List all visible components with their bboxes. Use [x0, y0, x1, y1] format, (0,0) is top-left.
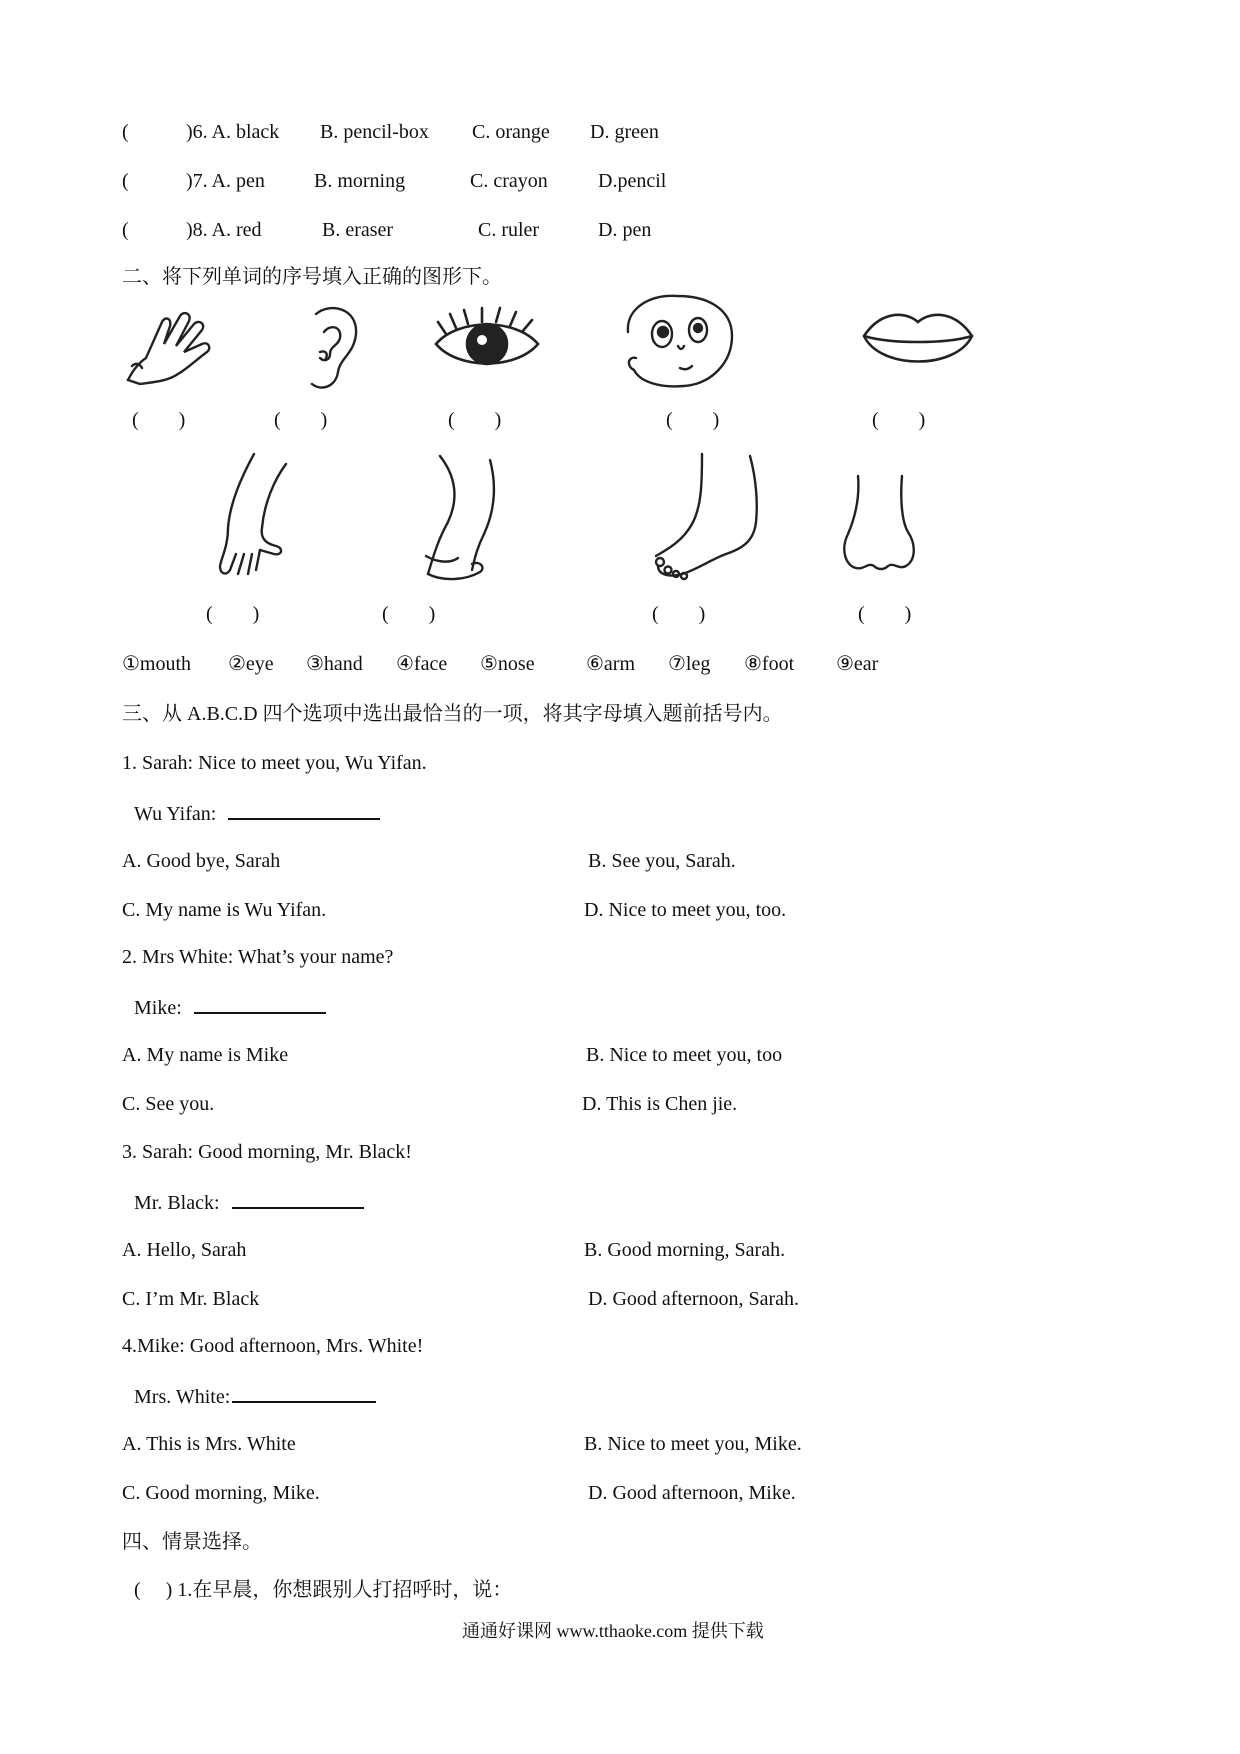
- question-text: 1.在早晨，你想跟别人打招呼时，说：: [177, 1579, 513, 1601]
- answer-blank[interactable]: [228, 800, 380, 820]
- option-a: A. This is Mrs. White: [122, 1433, 296, 1455]
- word-item: ①mouth: [122, 653, 192, 675]
- mouth-icon: [860, 304, 976, 382]
- word-item: ⑧foot: [744, 653, 795, 675]
- question-prompt: 4.Mike: Good afternoon, Mrs. White!: [122, 1335, 424, 1357]
- section-heading: 四、情景选择。: [122, 1531, 262, 1553]
- answer-paren: (: [122, 121, 129, 143]
- word-item: ⑦leg: [668, 653, 711, 675]
- eye-icon: [432, 304, 542, 380]
- hand-icon: [122, 308, 222, 392]
- word-item: ⑨ear: [836, 653, 879, 675]
- option-d: D. Good afternoon, Sarah.: [588, 1288, 800, 1310]
- section-heading: 三、从 A.B.C.D 四个选项中选出最恰当的一项，将其字母填入题前括号内。: [122, 703, 783, 725]
- answer-blank[interactable]: [194, 994, 326, 1014]
- option-a: )8. A. red: [186, 219, 262, 241]
- option-b: B. Nice to meet you, Mike.: [584, 1433, 802, 1455]
- foot-icon: [646, 450, 766, 586]
- answer-paren: (: [122, 219, 129, 241]
- answer-paren: ( ): [448, 409, 502, 431]
- question-prompt: 3. Sarah: Good morning, Mr. Black!: [122, 1141, 412, 1163]
- option-a: A. Hello, Sarah: [122, 1239, 247, 1261]
- option-b: B. pencil-box: [320, 121, 429, 143]
- answer-paren: ( ): [274, 409, 328, 431]
- word-item: ⑤nose: [480, 653, 535, 675]
- answer-blank[interactable]: [232, 1383, 376, 1403]
- option-c: C. orange: [472, 121, 550, 143]
- answer-paren: ( ): [666, 409, 720, 431]
- option-c: C. I’m Mr. Black: [122, 1288, 260, 1310]
- word-item: ⑥arm: [586, 653, 636, 675]
- option-d: D. Good afternoon, Mike.: [588, 1482, 796, 1504]
- speaker: Wu Yifan:: [134, 803, 217, 825]
- reply-line: [134, 1189, 364, 1215]
- speaker: Mrs. White:: [134, 1386, 231, 1408]
- leg-icon: [414, 452, 506, 584]
- ear-icon: [296, 302, 366, 394]
- option-c: C. ruler: [478, 219, 540, 241]
- answer-paren: ( ): [134, 1579, 173, 1601]
- option-b: B. eraser: [322, 219, 394, 241]
- option-b: B. Good morning, Sarah.: [584, 1239, 786, 1261]
- question-prompt: 2. Mrs White: What’s your name?: [122, 946, 394, 968]
- answer-paren: (: [122, 170, 129, 192]
- reply-line: [134, 994, 326, 1020]
- question-prompt: 1. Sarah: Nice to meet you, Wu Yifan.: [122, 752, 427, 774]
- word-item: ③hand: [306, 653, 363, 675]
- option-a: )7. A. pen: [186, 170, 265, 192]
- answer-paren: ( ): [652, 603, 706, 625]
- option-d: D. pen: [598, 219, 652, 241]
- scenario-question-1: [134, 1578, 512, 1602]
- option-a: A. My name is Mike: [122, 1044, 289, 1066]
- answer-paren: ( ): [206, 603, 260, 625]
- answer-paren: ( ): [132, 409, 186, 431]
- face-icon: [620, 292, 738, 392]
- option-b: B. Nice to meet you, too: [586, 1044, 783, 1066]
- option-a: A. Good bye, Sarah: [122, 850, 281, 872]
- arm-icon: [194, 450, 298, 582]
- option-c: C. My name is Wu Yifan.: [122, 899, 327, 921]
- answer-paren: ( ): [872, 409, 926, 431]
- option-d: D. This is Chen jie.: [582, 1093, 738, 1115]
- answer-paren: ( ): [858, 603, 912, 625]
- speaker: Mike:: [134, 997, 182, 1019]
- nose-icon: [838, 470, 920, 582]
- reply-line: [134, 1383, 376, 1409]
- option-c: C. crayon: [470, 170, 548, 192]
- option-b: B. morning: [314, 170, 406, 192]
- answer-paren: ( ): [382, 603, 436, 625]
- word-item: ②eye: [228, 653, 274, 675]
- page-footer: 通通好课网 www.tthaoke.com 提供下载: [462, 1621, 764, 1641]
- option-d: D. Nice to meet you, too.: [584, 899, 787, 921]
- option-d: D.pencil: [598, 170, 667, 192]
- speaker: Mr. Black:: [134, 1192, 220, 1214]
- option-a: )6. A. black: [186, 121, 280, 143]
- option-d: D. green: [590, 121, 659, 143]
- reply-line: [134, 800, 380, 826]
- section-heading: 二、将下列单词的序号填入正确的图形下。: [122, 266, 502, 288]
- option-c: C. Good morning, Mike.: [122, 1482, 320, 1504]
- answer-blank[interactable]: [232, 1189, 364, 1209]
- word-item: ④face: [396, 653, 448, 675]
- option-b: B. See you, Sarah.: [588, 850, 736, 872]
- option-c: C. See you.: [122, 1093, 215, 1115]
